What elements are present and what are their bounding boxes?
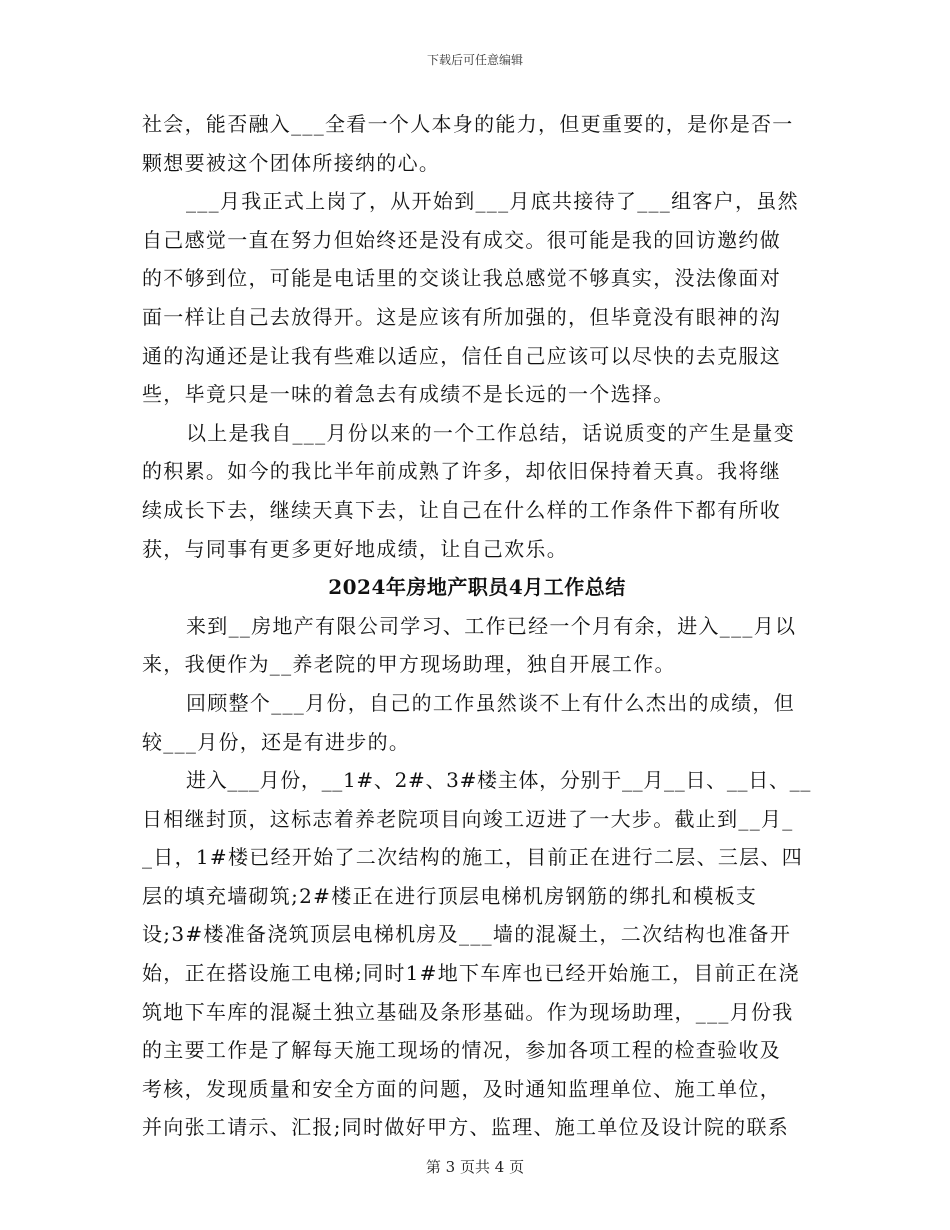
text-line: 的不够到位，可能是电话里的交谈让我总感觉不够真实，没法像面对 [142, 266, 781, 291]
text-line: 考核，发现质量和安全方面的问题，及时通知监理单位、施工单位， [142, 1076, 781, 1101]
text-line: 颗想要被这个团体所接纳的心。 [142, 150, 441, 175]
text-line: 来到__房地产有限公司学习、工作已经一个月有余，进入___月以 [186, 613, 797, 638]
text-line: 来，我便作为__养老院的甲方现场助理，独自开展工作。 [142, 652, 676, 677]
text-line: _日，1#楼已经开始了二次结构的施工，目前正在进行二层、三层、四 [142, 845, 804, 870]
text-line: 设;3#楼准备浇筑顶层电梯机房及___墙的混凝土，二次结构也准备开 [142, 922, 792, 947]
document-body [142, 105, 812, 1147]
section-title: 2024年房地产职员4月工作总结 [328, 575, 626, 600]
text-line: 获，与同事有更多更好地成绩，让自己欢乐。 [142, 536, 568, 561]
text-line: 的主要工作是了解每天施工现场的情况，参加各项工程的检查验收及 [142, 1038, 781, 1063]
text-line: 社会，能否融入___全看一个人本身的能力，但更重要的，是你是否一 [142, 112, 794, 136]
text-line: 自己感觉一直在努力但始终还是没有成交。很可能是我的回访邀约做 [142, 227, 781, 252]
text-line: 较___月份，还是有进步的。 [142, 729, 411, 754]
text-line: 并向张工请示、汇报;同时做好甲方、监理、施工单位及设计院的联系 [142, 1115, 790, 1140]
text-line: 始，正在搭设施工电梯;同时1#地下车库也已经开始施工，目前正在浇 [142, 961, 800, 986]
page-footer: 第 3 页共 4 页 [425, 1158, 525, 1176]
text-line: 回顾整个___月份，自己的工作虽然谈不上有什么杰出的成绩，但 [186, 690, 795, 715]
text-line: 的积累。如今的我比半年前成熟了许多，却依旧保持着天真。我将继 [142, 459, 781, 484]
text-line: 通的沟通还是让我有些难以适应，信任自己应该可以尽快的去克服这 [142, 343, 781, 368]
text-line: 层的填充墙砌筑;2#楼正在进行顶层电梯机房钢筋的绑扎和模板支 [142, 883, 758, 908]
text-line: 面一样让自己去放得开。这是应该有所加强的，但毕竟没有眼神的沟 [142, 304, 781, 329]
text-line: 进入___月份，__1#、2#、3#楼主体，分别于__月__日、__日、__ [186, 768, 812, 793]
text-line: 续成长下去，继续天真下去，让自己在什么样的工作条件下都有所收 [142, 497, 781, 522]
text-line: ___月我正式上岗了，从开始到___月底共接待了___组客户，虽然 [186, 189, 799, 214]
text-line: 日相继封顶，这标志着养老院项目向竣工迈进了一大步。截止到__月_ [142, 806, 794, 831]
text-line: 筑地下车库的混凝土独立基础及条形基础。作为现场助理，___月份我 [142, 999, 794, 1024]
text-line: 以上是我自___月份以来的一个工作总结，话说质变的产生是量变 [186, 420, 795, 445]
page-header: 下载后可任意编辑 [426, 53, 523, 67]
text-line: 些，毕竟只是一味的着急去有成绩不是长远的一个选择。 [142, 382, 675, 407]
